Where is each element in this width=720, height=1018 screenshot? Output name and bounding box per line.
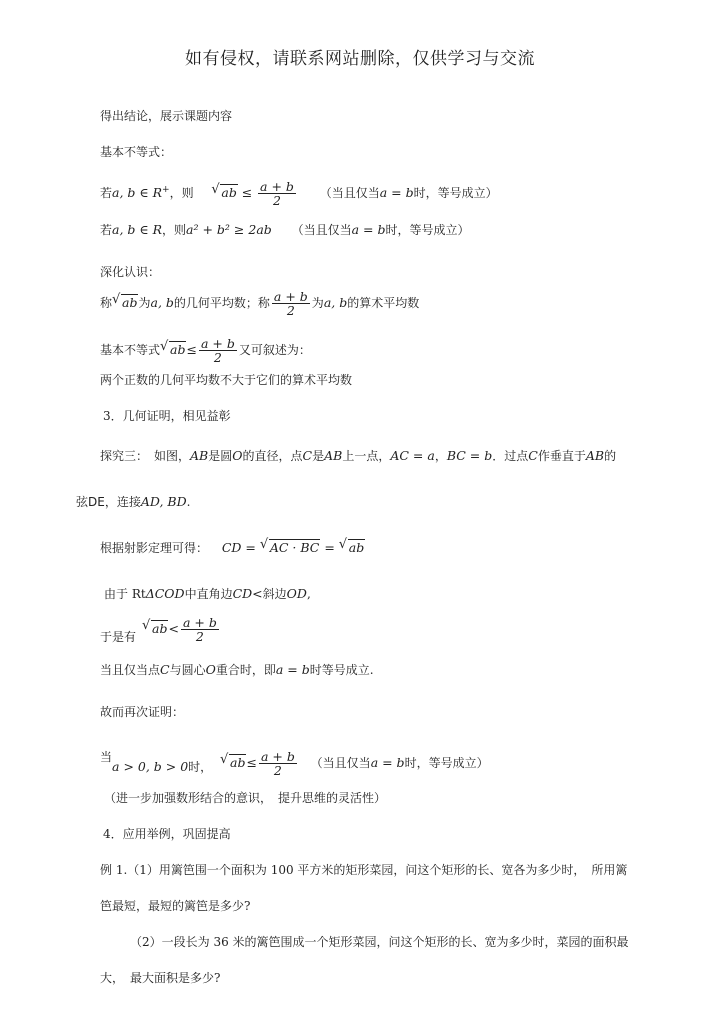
math-equals: = bbox=[320, 540, 339, 555]
text: 是 bbox=[312, 449, 325, 463]
text: ，则 bbox=[169, 186, 194, 200]
fraction-numerator: a + b bbox=[200, 336, 235, 351]
line-means-statement: 两个正数的几何平均数不大于它们的算术平均数 bbox=[100, 373, 353, 387]
math-sqrt: √ ab bbox=[338, 537, 365, 555]
math-variables: a, b bbox=[150, 295, 174, 310]
math-point: C bbox=[302, 448, 313, 463]
math-segment: OD bbox=[286, 586, 307, 601]
line-right-triangle bbox=[104, 586, 311, 602]
math-point: O bbox=[232, 448, 243, 463]
text: 的几何平均数；称 bbox=[173, 296, 270, 310]
math-condition: a, b ∈ R bbox=[112, 185, 163, 200]
math-sqrt: √ AC · BC bbox=[259, 537, 320, 555]
line-therefore bbox=[100, 614, 221, 644]
math-equation: AC = a bbox=[390, 448, 435, 463]
text: （当且仅当 bbox=[291, 223, 352, 237]
text: . bbox=[186, 495, 191, 509]
math-segment: CD bbox=[232, 586, 253, 601]
text: 时， bbox=[188, 760, 213, 774]
math-chord: DE bbox=[88, 495, 105, 509]
watermark-header: 如有侵权，请联系网站删除，仅供学习与交流 bbox=[185, 49, 535, 69]
fraction-denominator: 2 bbox=[273, 763, 282, 778]
math-point: C bbox=[160, 662, 170, 677]
text: 是圆 bbox=[208, 449, 233, 463]
math-cd: CD = bbox=[221, 540, 260, 555]
fraction-denominator: 2 bbox=[195, 629, 204, 644]
math-radicand: ab bbox=[221, 185, 237, 200]
text: 若 bbox=[100, 186, 113, 200]
fraction-denominator: 2 bbox=[272, 193, 281, 208]
fraction-numerator: a + b bbox=[182, 615, 217, 630]
math-sqrt: √ ab bbox=[220, 752, 246, 770]
line-exploration-three bbox=[100, 448, 616, 464]
line-conclusion: 得出结论，展示课题内容 bbox=[100, 109, 233, 123]
text: 时，等号成立） bbox=[404, 756, 489, 770]
text: , bbox=[306, 587, 311, 601]
math-radicand: ab bbox=[152, 621, 168, 636]
line-square-inequality bbox=[100, 222, 470, 238]
text: 当且仅当点 bbox=[100, 663, 161, 677]
math-variables: a, b bbox=[323, 295, 348, 310]
math-radicand: ab bbox=[348, 540, 365, 555]
math-condition: a > 0, b > 0 bbox=[112, 759, 189, 774]
math-triangle: ΔCOD bbox=[145, 586, 185, 601]
fraction-denominator: 2 bbox=[213, 350, 222, 365]
math-radicand: ab bbox=[170, 342, 186, 357]
text: 当 bbox=[100, 750, 113, 764]
text: ， bbox=[434, 449, 447, 463]
line-restatement bbox=[100, 336, 311, 364]
text: 与圆心 bbox=[169, 663, 206, 677]
line-final-statement bbox=[100, 748, 489, 778]
math-segment: AB bbox=[585, 448, 605, 463]
math-fraction bbox=[259, 750, 297, 777]
math-fraction bbox=[272, 290, 310, 317]
math-point: C bbox=[528, 448, 538, 463]
text: 根据射影定理可得： bbox=[100, 541, 209, 555]
fraction-numerator: a + b bbox=[260, 179, 294, 194]
text: 中直角边 bbox=[184, 587, 233, 601]
math-fraction bbox=[181, 616, 219, 643]
text: 的 bbox=[604, 449, 617, 463]
example-1-part-2-line-2: 大， 最大面积是多少? bbox=[100, 971, 221, 985]
math-radicand: ab bbox=[122, 295, 138, 310]
math-le: ≤ bbox=[246, 755, 257, 770]
line-basic-inequality-label: 基本不等式： bbox=[100, 145, 173, 159]
fraction-numerator: a + b bbox=[260, 749, 295, 764]
math-equation: BC = b bbox=[446, 448, 493, 463]
math-sqrt: √ ab bbox=[112, 292, 138, 310]
line-note: （进一步加强数形结合的意识， 提升思维的灵活性） bbox=[104, 791, 387, 805]
text: 称 bbox=[100, 296, 113, 310]
text: 时，等号成立） bbox=[413, 186, 498, 200]
math-inequality: a² + b² ≥ 2ab bbox=[186, 222, 272, 237]
math-point: O bbox=[205, 662, 216, 677]
line-projection-theorem bbox=[100, 537, 365, 556]
text: 若 bbox=[100, 223, 113, 237]
text: 于是有 bbox=[100, 630, 137, 644]
math-equality: a = b bbox=[275, 662, 310, 677]
math-radicand: AC · BC bbox=[269, 540, 320, 555]
line-equality-condition bbox=[100, 662, 374, 678]
math-fraction bbox=[258, 180, 296, 207]
text: 的直径，点 bbox=[242, 449, 303, 463]
text: 基本不等式 bbox=[100, 343, 161, 357]
math-radicand: ab bbox=[230, 755, 246, 770]
math-condition: a, b ∈ R bbox=[112, 222, 163, 237]
text: 又可叙述为： bbox=[238, 343, 311, 357]
line-basic-inequality-statement bbox=[100, 180, 498, 207]
math-le: ≤ bbox=[186, 342, 197, 357]
math-equality: a = b bbox=[370, 755, 405, 770]
text: （当且仅当 bbox=[310, 756, 371, 770]
example-1-part-2-line-1: （2）一段长为 36 米的篱笆围成一个矩形菜园，问这个矩形的长、宽为多少时，菜园的面积最 bbox=[130, 935, 629, 949]
math-lt: < bbox=[252, 586, 263, 601]
math-segment: AB bbox=[324, 448, 343, 463]
text: 上一点， bbox=[342, 449, 391, 463]
math-segments: AD, BD bbox=[140, 494, 187, 509]
example-1-part-1-line-2: 笆最短，最短的篱笆是多少? bbox=[100, 899, 251, 913]
math-le: ≤ bbox=[241, 185, 253, 200]
math-sqrt: √ ab bbox=[211, 182, 237, 200]
text: 弦 bbox=[76, 495, 89, 509]
text: 由于 Rt bbox=[104, 587, 146, 601]
fraction-denominator: 2 bbox=[286, 303, 295, 318]
text: ．过点 bbox=[492, 449, 529, 463]
text: ，连接 bbox=[104, 495, 141, 509]
text: 时等号成立. bbox=[309, 663, 374, 677]
math-sqrt: √ ab bbox=[142, 618, 168, 636]
math-segment: AB bbox=[190, 448, 209, 463]
section-heading-geometric-proof: 3．几何证明，相见益彰 bbox=[103, 409, 231, 423]
math-equality: a = b bbox=[351, 222, 386, 237]
section-heading-applications: 4．应用举例，巩固提高 bbox=[103, 827, 231, 841]
text: 探究三： 如图， bbox=[100, 449, 191, 463]
text: （当且仅当 bbox=[319, 186, 380, 200]
line-proved-again: 故而再次证明： bbox=[100, 705, 185, 719]
example-1-part-1-line-1: 例 1.（1）用篱笆围一个面积为 100 平方米的矩形菜园，问这个矩形的长、宽各为多少时， 所用篱 bbox=[100, 863, 628, 877]
fraction-numerator: a + b bbox=[273, 289, 308, 304]
text: 作垂直于 bbox=[537, 449, 586, 463]
math-superscript: + bbox=[162, 185, 170, 195]
line-means-definition bbox=[100, 288, 419, 318]
line-chord-de bbox=[76, 494, 190, 510]
text: ，则 bbox=[162, 223, 187, 237]
line-deepen-understanding: 深化认识： bbox=[100, 265, 161, 279]
math-sqrt: √ ab bbox=[160, 339, 186, 357]
math-equality: a = b bbox=[379, 185, 414, 200]
text: 时，等号成立） bbox=[385, 223, 470, 237]
math-lt: < bbox=[168, 621, 179, 636]
text: 为 bbox=[311, 296, 324, 310]
text: 为 bbox=[138, 296, 151, 310]
math-fraction bbox=[199, 337, 237, 364]
text: 斜边 bbox=[262, 587, 287, 601]
text: 的算术平均数 bbox=[347, 296, 420, 310]
text: 重合时，即 bbox=[215, 663, 276, 677]
